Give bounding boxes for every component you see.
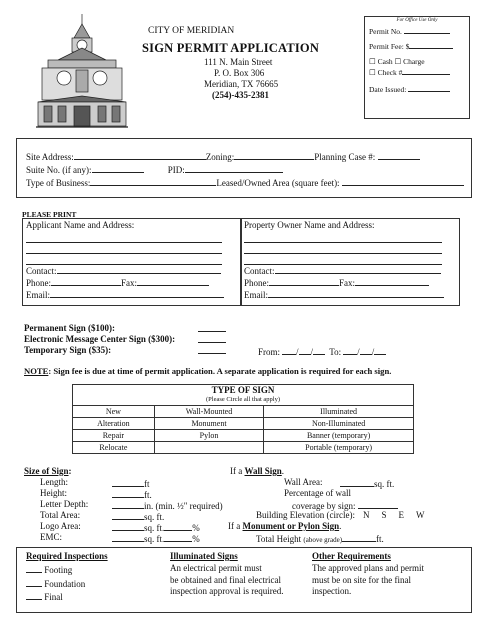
type-of-sign-row	[73, 406, 414, 418]
applicant-email-row	[26, 288, 224, 300]
emc-row: sq. ft. %	[112, 532, 200, 544]
owner-phone-row	[244, 276, 429, 288]
to-month-field[interactable]	[343, 345, 357, 355]
check-no-field[interactable]	[402, 65, 450, 75]
pid-field[interactable]	[185, 163, 283, 173]
temporary-dates-row: From: / / To: / /	[258, 345, 386, 357]
inspection-list	[26, 563, 85, 604]
permit-no-field[interactable]	[404, 24, 450, 34]
letter-depth-row: in. (min. ½" required)	[112, 499, 223, 511]
applicant-contact-label: Contact:	[26, 266, 57, 276]
applicant-fax-label: Fax:	[121, 278, 138, 288]
applicant-phone-row	[26, 276, 209, 288]
elevation-row: Building Elevation (circle): N S E W	[256, 510, 425, 520]
electronic-sign-label: Electronic Message Center Sign ($300):	[24, 334, 176, 344]
other-requirements-text: The approved plans and permit must be on site for the final inspection.	[312, 563, 424, 596]
type-of-sign-row	[73, 418, 414, 430]
applicant-email-label: Email:	[26, 290, 50, 300]
applicant-contact-row	[26, 264, 221, 276]
type-of-sign-header	[72, 384, 414, 406]
monument-heading: If a Monument or Pylon Sign.	[228, 521, 342, 531]
coverage-row: coverage by sign:	[292, 499, 398, 511]
business-type-field[interactable]	[90, 176, 216, 186]
date-issued-field[interactable]	[408, 82, 450, 92]
final-checkbox[interactable]	[26, 590, 42, 600]
cash-checkbox[interactable]: ☐	[369, 56, 376, 66]
owner-phone-label: Phone:	[244, 278, 270, 288]
owner-phone-field[interactable]	[269, 276, 339, 286]
type-of-sign-option[interactable]: Illuminated	[264, 406, 414, 418]
applicant-title: Applicant Name and Address:	[26, 220, 135, 230]
letter-depth-label: Letter Depth:	[40, 499, 89, 509]
footing-checkbox[interactable]	[26, 563, 42, 573]
emc-field[interactable]	[112, 532, 144, 542]
total-height-row: Total Height (above grade) ft.	[256, 534, 384, 544]
area-label: Leased/Owned Area (square feet):	[216, 178, 340, 188]
size-of-sign-heading: Size of Sign:	[24, 466, 72, 476]
permanent-sign-field[interactable]	[198, 322, 226, 332]
illuminated-text: An electrical permit must be obtained and final electrical inspection approval is required.	[170, 563, 284, 596]
elevation-e[interactable]: E	[398, 510, 404, 520]
permit-fee-field[interactable]	[409, 39, 453, 49]
owner-email-label: Email:	[244, 290, 268, 300]
page-title: SIGN PERMIT APPLICATION	[142, 41, 320, 55]
zoning-label: Zoning:	[205, 152, 235, 162]
date-issued-label: Date Issued:	[369, 85, 407, 94]
inspections-title: Required Inspections	[26, 551, 108, 561]
type-of-sign-option[interactable]: Relocate	[73, 442, 155, 454]
from-year-field[interactable]	[313, 345, 325, 355]
owner-contact-label: Contact:	[244, 266, 275, 276]
applicant-phone-label: Phone:	[26, 278, 52, 288]
site-row-3	[26, 176, 464, 188]
temporary-sign-label: Temporary Sign ($35):	[24, 345, 112, 355]
site-address-field[interactable]	[74, 150, 206, 160]
height-label: Height:	[40, 488, 67, 498]
illuminated-title: Illuminated Signs	[170, 551, 238, 561]
type-of-sign-subtitle: (Please Circle all that apply)	[205, 396, 280, 403]
temporary-sign-field[interactable]	[198, 344, 226, 354]
type-of-sign-option[interactable]: Alteration	[73, 418, 155, 430]
logo-area-percent-field[interactable]	[164, 521, 192, 531]
type-of-sign-option[interactable]: Wall-Mounted	[154, 406, 263, 418]
applicant-email-field[interactable]	[50, 288, 224, 298]
logo-area-row: sq. ft. %	[112, 521, 200, 533]
wall-area-label: Wall Area:	[284, 477, 323, 487]
type-of-sign-row	[73, 430, 414, 442]
type-of-sign-table	[72, 405, 414, 454]
area-field[interactable]	[342, 176, 464, 186]
length-label: Length:	[40, 477, 68, 487]
letter-depth-field[interactable]	[112, 499, 144, 509]
total-area-field[interactable]	[112, 510, 144, 520]
city-name: CITY OF MERIDIAN	[148, 26, 235, 36]
business-type-label: Type of Business:	[26, 178, 91, 188]
logo-area-field[interactable]	[112, 521, 144, 531]
type-of-sign-option	[154, 442, 263, 454]
other-requirements-title: Other Requirements	[312, 551, 391, 561]
from-month-field[interactable]	[282, 345, 296, 355]
cash-label: Cash	[377, 56, 393, 66]
owner-address-field[interactable]	[244, 232, 442, 265]
site-row-1	[26, 150, 420, 162]
site-row-2	[26, 163, 283, 175]
applicant-fax-field[interactable]	[137, 276, 209, 286]
final-label: Final	[44, 592, 63, 602]
logo-area-label: Logo Area:	[40, 521, 81, 531]
emc-percent-field[interactable]	[164, 532, 192, 542]
total-area-row: sq. ft.	[112, 510, 164, 522]
check-label: Check #	[377, 67, 403, 77]
applicant-phone-field[interactable]	[51, 276, 121, 286]
elevation-w[interactable]: W	[416, 510, 425, 520]
check-checkbox[interactable]: ☐	[369, 67, 376, 77]
electronic-sign-field[interactable]	[198, 333, 226, 343]
total-height-field[interactable]	[342, 532, 376, 542]
permanent-sign-label: Permanent Sign ($100):	[24, 323, 115, 333]
note-label: NOTE	[24, 366, 49, 376]
percentage-wall-label: Percentage of wall	[284, 488, 351, 498]
elevation-s[interactable]: S	[381, 510, 387, 520]
type-of-sign-option[interactable]: Monument	[154, 418, 263, 430]
owner-contact-field[interactable]	[275, 264, 441, 274]
type-of-sign-option[interactable]: New	[73, 406, 155, 418]
wall-area-row: sq. ft.	[340, 477, 394, 489]
type-of-sign-option[interactable]: Pylon	[154, 430, 263, 442]
type-of-sign-option[interactable]: Banner (temporary)	[264, 430, 414, 442]
address-line-3: Meridian, TX 76665	[204, 79, 279, 89]
permit-no-label: Permit No.	[369, 27, 402, 36]
from-day-field[interactable]	[299, 345, 311, 355]
owner-fax-field[interactable]	[355, 276, 429, 286]
length-field[interactable]	[112, 477, 144, 487]
owner-contact-row	[244, 264, 441, 276]
planning-case-field[interactable]	[378, 150, 420, 160]
owner-fax-label: Fax:	[339, 278, 356, 288]
planning-case-label: Planning Case #:	[314, 152, 376, 162]
charge-label: Charge	[403, 56, 425, 66]
type-of-sign-option[interactable]: Non-Illuminated	[264, 418, 414, 430]
type-of-sign-title: TYPE OF SIGN	[211, 385, 275, 395]
owner-email-field[interactable]	[268, 288, 444, 298]
foundation-label: Foundation	[44, 578, 86, 589]
suite-field[interactable]	[92, 163, 144, 173]
type-of-sign-option[interactable]: Portable (temporary)	[264, 442, 414, 454]
height-row: ft.	[112, 488, 152, 500]
phone-number: (254)-435-2381	[212, 90, 269, 100]
coverage-field[interactable]	[358, 499, 398, 509]
elevation-n[interactable]: N	[362, 510, 370, 520]
wall-area-field[interactable]	[340, 477, 374, 487]
wall-sign-heading: If a Wall Sign.	[230, 466, 285, 476]
type-of-sign-row	[73, 442, 414, 454]
office-use-heading: For Office Use Only	[396, 18, 438, 23]
note-text: : Sign fee is due at time of permit application. A separate application is required for each sign.	[48, 366, 392, 376]
office-use-box	[364, 16, 470, 119]
from-label: From:	[258, 347, 281, 357]
please-print-label: PLEASE PRINT	[22, 210, 77, 219]
applicant-address-field[interactable]	[26, 232, 222, 265]
emc-label: EMC:	[40, 532, 63, 542]
courthouse-logo	[34, 12, 130, 130]
permit-fee-label: Permit Fee: $	[369, 42, 410, 52]
to-year-field[interactable]	[374, 345, 386, 355]
owner-title: Property Owner Name and Address:	[244, 220, 375, 230]
site-address-label: Site Address:	[26, 152, 74, 162]
length-row: ft	[112, 477, 150, 489]
address-line-2: P. O. Box 306	[214, 68, 265, 78]
footing-label: Footing	[44, 565, 73, 575]
zoning-field[interactable]	[234, 150, 314, 160]
to-label: To:	[329, 347, 342, 357]
applicant-contact-field[interactable]	[57, 264, 221, 274]
address-line-1: 111 N. Main Street	[204, 57, 273, 67]
total-area-label: Total Area:	[40, 510, 81, 520]
height-field[interactable]	[112, 488, 144, 498]
charge-checkbox[interactable]: ☐	[394, 56, 402, 66]
owner-email-row	[244, 288, 444, 300]
to-day-field[interactable]	[360, 345, 372, 355]
fee-note	[24, 366, 391, 376]
suite-label: Suite No. (if any):	[26, 165, 92, 175]
foundation-checkbox[interactable]	[26, 577, 42, 587]
pid-label: PID:	[167, 165, 185, 175]
type-of-sign-option[interactable]: Repair	[73, 430, 155, 442]
